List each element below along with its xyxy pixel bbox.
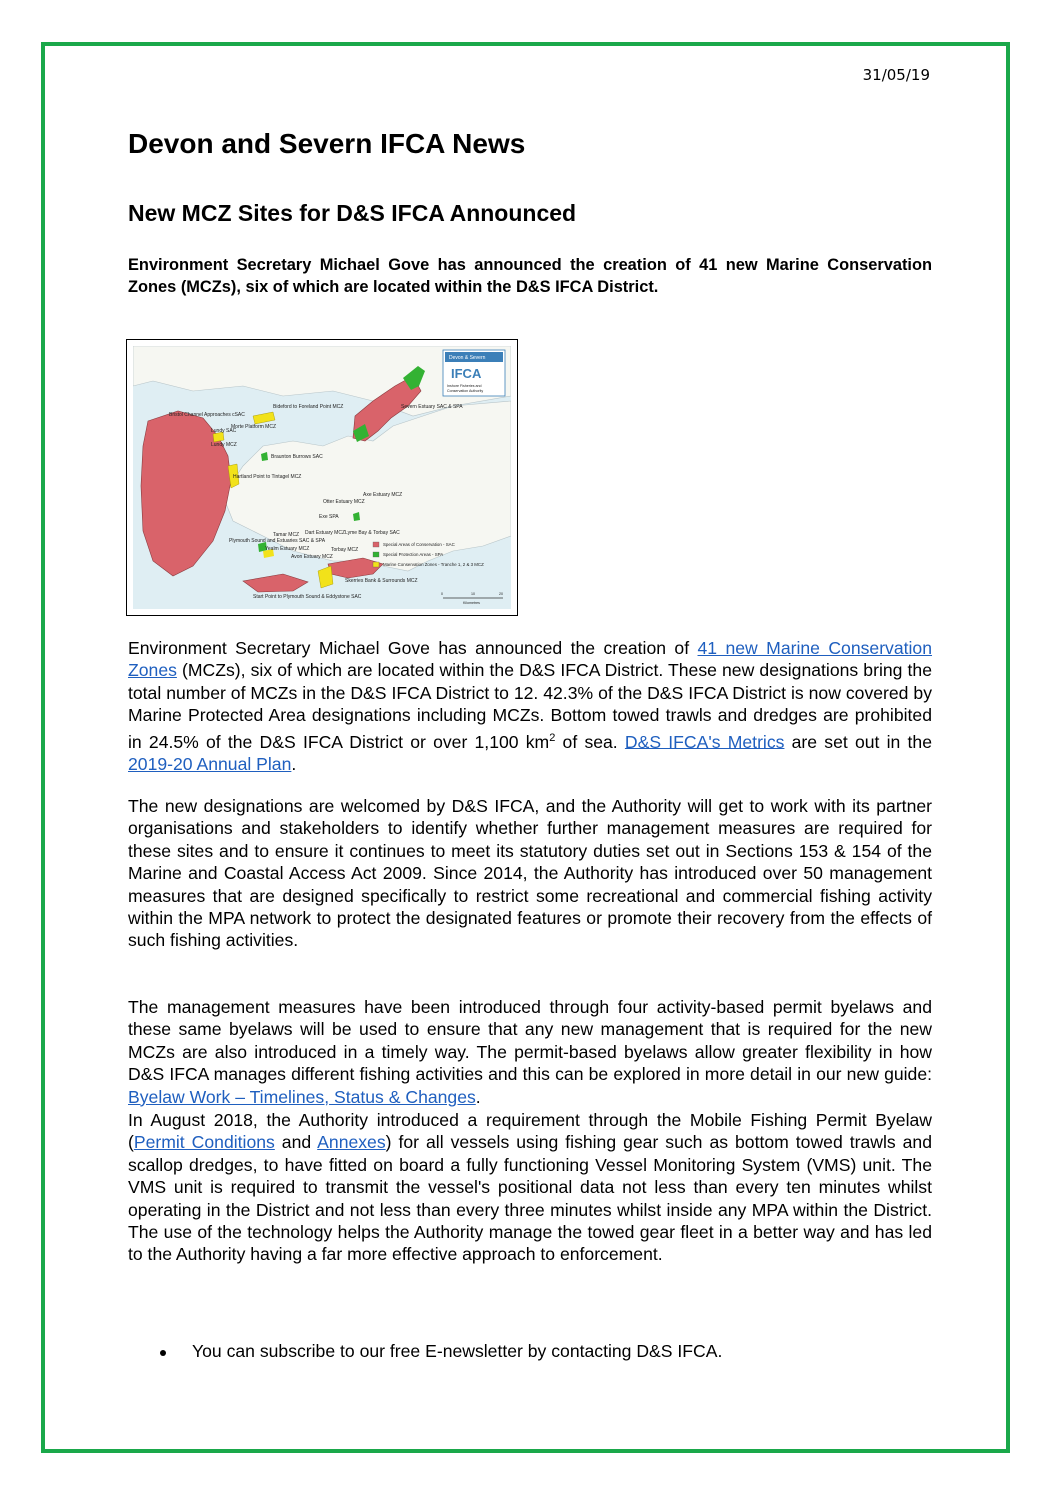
text-run: The management measures have been introduced through four activity-based permit byelaws and these same byelaws will be used to ensure that any new management that is required for the new MCZs are also introduced in a timely way. The permit-based byelaws allow greater flexibility in how D&S IFCA manages different fishing activities and this can be explored in more detail in our new guide:	[128, 997, 932, 1085]
paragraph-mcz-announcement	[128, 637, 932, 775]
map-label: Plymouth Sound and Estuaries SAC & SPA	[229, 538, 326, 544]
map-label: Braunton Burrows SAC	[271, 454, 323, 460]
map-label: Torbay MCZ	[331, 547, 359, 553]
map-logo-line-4: Conservation Authority	[447, 389, 484, 393]
map-scale-20: 20	[499, 592, 503, 596]
link-annexes[interactable]: Annexes	[317, 1132, 386, 1153]
link-permit-conditions[interactable]: Permit Conditions	[133, 1132, 275, 1153]
map-label: Start Point to Plymouth Sound & Eddystone SAC	[253, 594, 362, 600]
map-logo-line-1: Devon & Severn	[449, 355, 486, 361]
paragraph-designations: The new designations are welcomed by D&S IFCA, and the Authority will get to work with its partner organisations and stakeholders to identify whether further management measures are required for these sites and to ensure it continues to meet its statutory duties set out in Sections 153 & 154 of the Marine and Coastal Access Act 2009. Since 2014, the Authority has introduced over 50 management measures that are designed specifically to restrict some recreational and commercial fishing activity within the MPA network to protect the designated features or promote their recovery from the effects of such fishing activities.	[128, 796, 932, 951]
bullet-icon	[160, 1350, 166, 1356]
text-run: .	[475, 1086, 481, 1107]
map-label: Hartland Point to Tintagel MCZ	[233, 474, 302, 480]
bullet-text: You can subscribe to our free E-newsletter by contacting D&S IFCA.	[192, 1341, 723, 1361]
text-run: .	[291, 753, 297, 774]
map-label: Severn Estuary SAC & SPA	[401, 404, 463, 410]
map-label: Yealm Estuary MCZ	[265, 546, 310, 552]
page-title: Devon and Severn IFCA News	[128, 128, 526, 159]
map-label: Avon Estuary MCZ	[291, 554, 333, 560]
text-run: of sea.	[555, 731, 625, 752]
map-scale-unit: Kilometres	[463, 601, 480, 605]
mpa-map-image	[126, 339, 518, 616]
map-legend-spa: Special Protection Areas - SPA	[383, 552, 444, 557]
link-annual-plan[interactable]: 2019-20 Annual Plan	[128, 753, 292, 774]
link-metrics[interactable]: D&S IFCA's Metrics	[624, 731, 785, 752]
map-label: Lundy MCZ	[211, 442, 237, 448]
map-label: Otter Estuary MCZ	[323, 499, 365, 505]
map-label: Axe Estuary MCZ	[363, 492, 403, 498]
text-run: are set out in the	[784, 731, 933, 752]
map-label: Bristol Channel Approaches cSAC	[169, 412, 245, 418]
map-label: Skerries Bank & Surrounds MCZ	[345, 578, 418, 584]
text-run: ) for all vessels using fishing gear such as bottom towed trawls and scallop dredges, to have fitted on board a fully functioning Vessel Monitoring System (VMS) unit. The VMS unit is required to transmit the vessel's positional data not less than every ten minutes whilst operating in the District and not less than every three minutes whilst inside any MPA within the District. The use of the technology helps the Authority manage the towed gear fleet in a better way and has led to the Authority having a far more effective approach to enforcement.	[128, 1132, 932, 1265]
map-logo-line-2: IFCA	[451, 366, 482, 381]
map-label: Tamar MCZ	[273, 532, 300, 538]
text-run: (MCZs), six of which are located within the D&S IFCA District. These new designations bring the total number of MCZs in the D&S IFCA District to 12. 42.3% of the D&S IFCA District is now covered by Marine Protected Area designations including MCZs. Bottom towed trawls and dredges are prohibited in 24.5% of the D&S IFCA District or over 1,100 km	[128, 660, 932, 752]
map-legend-mcz: Marine Conservation Zones - Tranche 1, 2 & 3 MCZ	[383, 562, 484, 567]
text-run: and	[274, 1132, 318, 1153]
paragraph-vms	[128, 1109, 932, 1266]
map-label: Dart Estuary MCZ	[305, 530, 346, 536]
map-label: Exe SPA	[319, 514, 339, 520]
map-label: Morte Platform MCZ	[231, 424, 277, 430]
map-legend-sac: Special Areas of Conservation - SAC	[383, 542, 455, 547]
map-label: Lyme Bay & Torbay SAC	[345, 530, 400, 536]
article-subtitle: New MCZ Sites for D&S IFCA Announced	[128, 200, 577, 226]
map-scale-10: 10	[471, 592, 475, 596]
date: 31/05/19	[862, 66, 930, 84]
map-scale-0: 0	[441, 592, 443, 596]
map-label: Bideford to Foreland Point MCZ	[273, 404, 344, 410]
paragraph-management-measures	[128, 996, 932, 1108]
map-logo-line-3: Inshore Fisheries and	[447, 384, 482, 388]
map-label: Lundy SAC	[211, 428, 237, 434]
text-run: In August 2018, the Authority introduced a requirement through the Mobile Fishing Permit Byelaw (	[128, 1110, 932, 1153]
map-graphic	[133, 346, 511, 609]
lead-paragraph: Environment Secretary Michael Gove has announced the creation of 41 new Marine Conservation Zones (MCZs), six of which are located within the D&S IFCA District.	[128, 256, 932, 296]
text-run: Environment Secretary Michael Gove has announced the creation of	[128, 638, 698, 658]
link-41-new-mczs[interactable]: 41 new Marine Conservation Zones	[128, 638, 933, 681]
superscript: 2	[549, 731, 556, 744]
link-byelaw-work[interactable]: Byelaw Work – Timelines, Status & Changes	[128, 1086, 476, 1107]
